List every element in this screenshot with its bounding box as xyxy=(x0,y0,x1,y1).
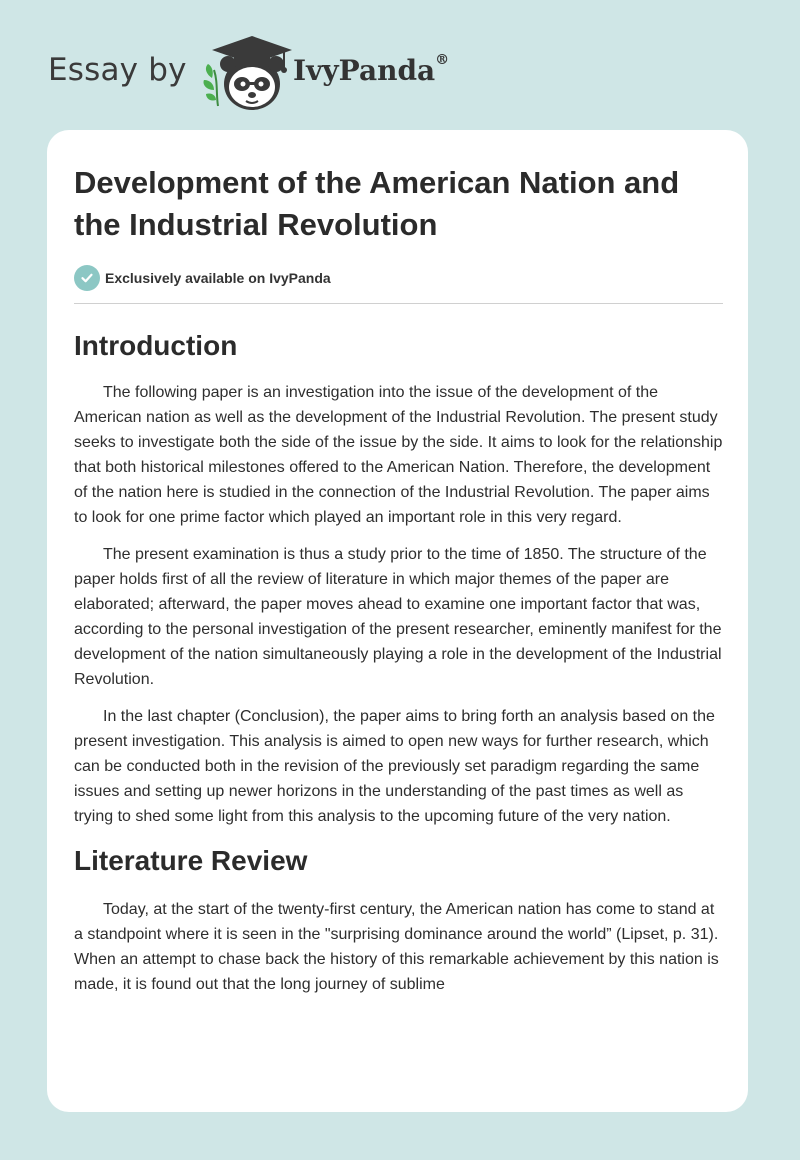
check-circle-icon xyxy=(74,265,100,291)
brand-name[interactable]: IvyPanda® xyxy=(293,52,450,87)
registered-mark: ® xyxy=(435,52,450,68)
essay-by-label: Essay by xyxy=(48,52,187,88)
essay-title: Development of the American Nation and the Industrial Revolution xyxy=(74,165,680,242)
exclusive-badge xyxy=(74,264,724,292)
essay-content xyxy=(74,162,724,1009)
divider xyxy=(74,303,723,304)
paragraph: The present examination is thus a study prior to the time of 1850. The structure of the paper holds first of all the review of literature in which major themes of the paper are elaborated; afterward, the paper moves ahead to examine one important factor that was, according to the personal investigation of the present researcher, eminently manifest for the development of the nation simultaneously playing a role in the development of the Industrial Revolution. xyxy=(74,546,722,688)
paragraph: The following paper is an investigation into the issue of the development of the American nation as well as the development of the Industrial Revolution. The present study seeks to investigate both the side of the issue by the side. It aims to look for the relationship that both historical milestones offered to the American Nation. Therefore, the development of the nation here is studied in the connection of the Industrial Revolution. The paper aims to look for one prime factor which played an important role in this very regard. xyxy=(74,384,723,526)
paragraph: In the last chapter (Conclusion), the paper aims to bring forth an analysis based on the present investigation. This analysis is aimed to open new ways for further research, which can be conducted both in the revision of the previously set paradigm regarding the same issues and setting up newer horizons in the understanding of the past times as well as trying to shed some light from this analysis to the upcoming future of the very nation. xyxy=(74,708,715,825)
site-header xyxy=(48,34,508,114)
paragraph: Today, at the start of the twenty-first century, the American nation has come to stand at a standpoint where it is seen in the "surprising dominance around the world” (Lipset, p. 31). When an attempt to chase back the history of this remarkable achievement by this nation is made, it is found out that the long journey of sublime xyxy=(74,901,719,993)
exclusive-label: Exclusively available on IvyPanda xyxy=(105,270,331,286)
section-heading-literature-review: Literature Review xyxy=(74,845,308,876)
section-heading-introduction: Introduction xyxy=(74,330,238,361)
panda-graduate-logo-icon[interactable] xyxy=(200,34,295,114)
essay-card xyxy=(47,130,748,1112)
